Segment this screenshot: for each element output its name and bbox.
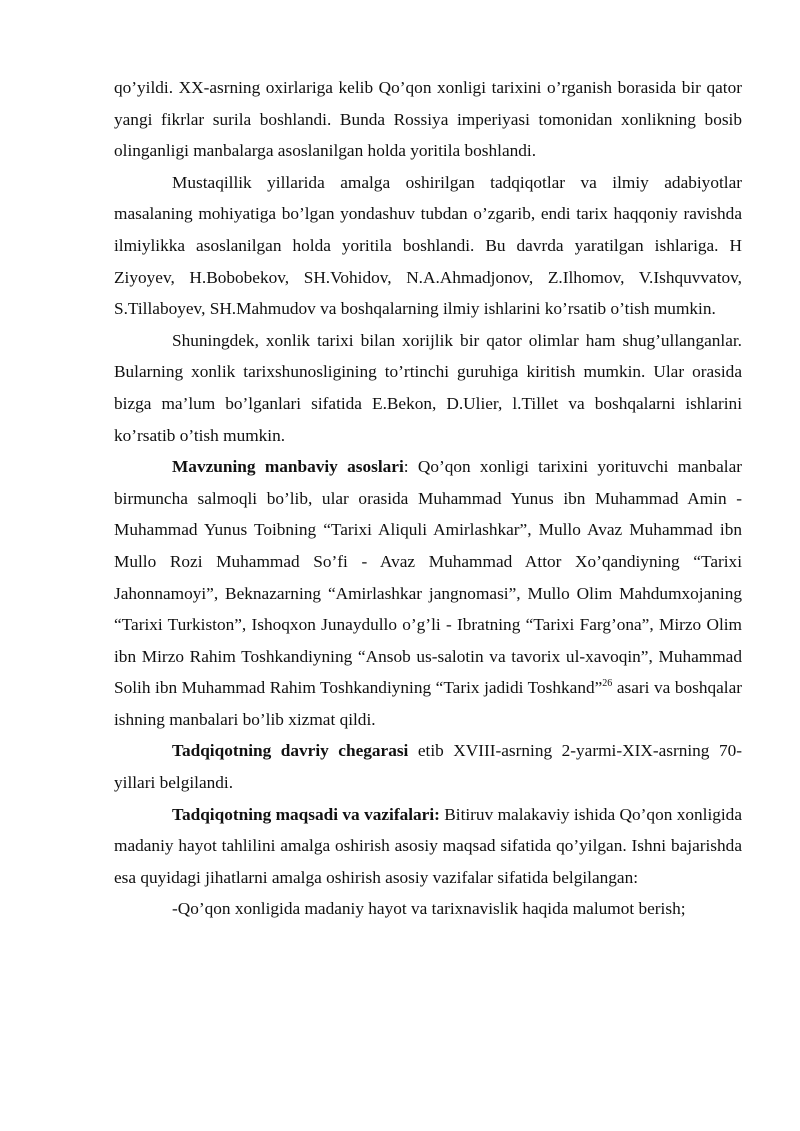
paragraph-text: : Qo’qon xonligi tarixini yorituvchi manbalar birmuncha salmoqli bo’lib, ular orasida Muhammad Yunus ibn Muhammad Amin - Muhammad Yunus Toibning “Tarixi Aliquli Amirlashkar”, Mullo Avaz Muhammad ibn Mullo Rozi Muhammad So’fi - Avaz Muhammad Attor Xo’qandiyning “Tarixi Jahonnamoyi”, Beknazarning “Amirlashkar jangnomasi”, Mullo Olim Mahdumxojaning “Tarixi Turkiston”, Ishoqxon Junaydullo o’g’li - Ibratning “Tarixi Farg’ona”, Mirzo Olim ibn Mirzo Rahim Toshkandiyning “Ansob us-salotin va tavorix ul-xavoqin”, Muhammad Solih ibn Muhammad Rahim Toshkandiyning “Tarix jadidi Toshkand” (114, 457, 742, 698)
paragraph-text: -Qo’qon xonligida madaniy hayot va tarixnavislik haqida malumot berish; (172, 899, 686, 919)
paragraph-chronology (114, 735, 742, 798)
list-item-task (114, 893, 742, 925)
section-heading: Tadqiqotning davriy chegarasi (172, 741, 409, 761)
paragraph-text: Shuningdek, xonlik tarixi bilan xorijlik bir qator olimlar ham shug’ullanganlar. Bularning xonlik tarixshunosligining to’rtinchi guruhiga kiritish mumkin. Ular orasida bizga ma’lum bo’lganlari sifatida E.Bekon, D.Ulier, l.Tillet va boshqalarni ishlarini ko’rsatib o’tish mumkin. (114, 330, 742, 445)
paragraph-text: etib XVIII-asrning 2-yarmi-XIX-asrning 70-yillari belgilandi. (114, 741, 742, 793)
paragraph-text: qo’yildi. XX-asrning oxirlariga kelib Qo’qon xonligi tarixini o’rganish borasida bir qator yangi fikrlar surila boshlandi. Bunda Rossiya imperiyasi tomonidan xonlikning bosib olinganligi manbalarga asoslanilgan holda yoritila boshlandi. (114, 78, 742, 161)
paragraph-foreign-scholars (114, 325, 742, 451)
document-page (114, 72, 742, 925)
footnote-marker: 26 (602, 678, 613, 690)
section-heading: Mavzuning manbaviy asoslari (172, 457, 404, 477)
paragraph-text: Mustaqillik yillarida amalga oshirilgan tadqiqotlar va ilmiy adabiyotlar masalaning mohiyatiga bo’lgan yondashuv tubdan o’zgarib, endi tarix haqqoniy ravishda ilmiylikka asoslanilgan holda yoritila boshlandi. Bu davrda yaratilgan ishlariga. H Ziyoyev, H.Bobobekov, SH.Vohidov, N.A.Ahmadjonov, Z.Ilhomov, V.Ishquvvatov, S.Tillaboyev, SH.Mahmudov va boshqalarning ilmiy ishlarini ko’rsatib o’tish mumkin. (114, 172, 742, 319)
paragraph-goals (114, 799, 742, 894)
paragraph-independence-research (114, 167, 742, 325)
paragraph-continuation (114, 72, 742, 167)
paragraph-sources (114, 451, 742, 735)
section-heading: Tadqiqotning maqsadi va vazifalari: (172, 804, 440, 824)
paragraph-text-tail: asari va boshqalar ishning manbalari bo’lib xizmat qildi. (114, 678, 743, 729)
paragraph-text: Bitiruv malakaviy ishida Qo’qon xonligida madaniy hayot tahlilini amalga oshirish asosiy maqsad sifatida qo’yilgan. Ishni bajarishda esa quyidagi jihatlarni amalga oshirish asosiy vazifalar sifatida belgilangan: (114, 804, 742, 887)
